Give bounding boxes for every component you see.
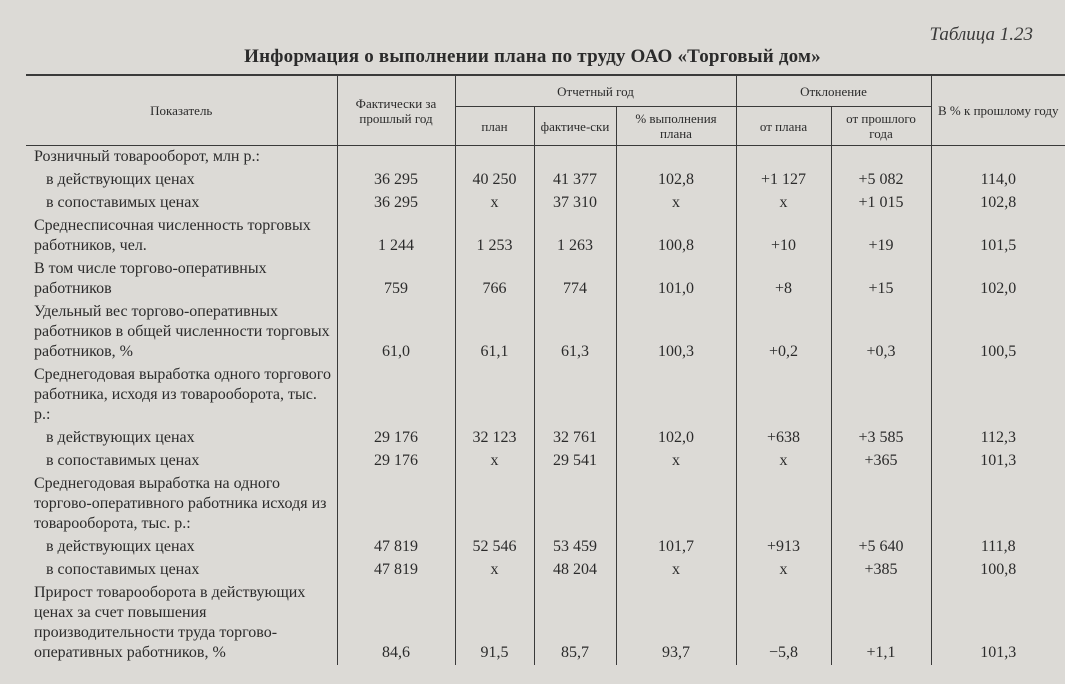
cell-prev-actual: 29 176 — [337, 427, 455, 450]
cell-plan: 52 546 — [455, 536, 534, 559]
row-label: в сопоставимых ценах — [46, 452, 200, 469]
table-row — [26, 536, 1065, 559]
cell-pct-prev: 100,8 — [931, 559, 1065, 582]
row-label: Розничный товарооборот, млн р.: — [34, 148, 260, 165]
table-row — [26, 192, 1065, 215]
cell-from-prev: +19 — [831, 215, 931, 258]
table-title: Информация о выполнении плана по труду ОАО «Торговый дом» — [244, 46, 821, 67]
cell-actual: 37 310 — [534, 192, 616, 215]
table-row — [26, 473, 1065, 536]
cell-plan: 61,1 — [455, 301, 534, 364]
cell-prev-actual — [337, 364, 455, 427]
cell-pct-prev: 101,3 — [931, 582, 1065, 665]
header-from-prev: от прошлого года — [831, 107, 931, 146]
cell-from-plan: +1 127 — [736, 169, 831, 192]
row-label: в сопоставимых ценах — [46, 561, 200, 578]
table-row — [26, 258, 1065, 301]
cell-plan: x — [455, 450, 534, 473]
cell-pct-prev: 101,3 — [931, 450, 1065, 473]
cell-pct-prev: 102,0 — [931, 258, 1065, 301]
row-label: в действующих ценах — [46, 429, 195, 446]
table-row — [26, 582, 1065, 665]
cell-pct-prev: 100,5 — [931, 301, 1065, 364]
row-label: Среднесписочная численность торговых работников, чел. — [34, 217, 311, 254]
cell-from-plan: x — [736, 559, 831, 582]
cell-plan: x — [455, 559, 534, 582]
cell-pct-plan: 102,8 — [616, 169, 736, 192]
cell-from-prev: +1,1 — [831, 582, 931, 665]
cell-pct-prev: 114,0 — [931, 169, 1065, 192]
cell-pct-plan: 101,7 — [616, 536, 736, 559]
cell-plan: 1 253 — [455, 215, 534, 258]
cell-actual: 85,7 — [534, 582, 616, 665]
cell-actual — [534, 473, 616, 536]
cell-actual: 1 263 — [534, 215, 616, 258]
cell-from-plan: +638 — [736, 427, 831, 450]
cell-pct-plan: x — [616, 192, 736, 215]
cell-actual: 61,3 — [534, 301, 616, 364]
cell-actual — [534, 364, 616, 427]
table-row — [26, 301, 1065, 364]
cell-pct-prev: 102,8 — [931, 192, 1065, 215]
cell-pct-prev — [931, 146, 1065, 170]
cell-pct-plan: x — [616, 450, 736, 473]
cell-plan: 40 250 — [455, 169, 534, 192]
cell-pct-prev — [931, 473, 1065, 536]
row-label: Удельный вес торгово-оперативных работников в общей численности торговых работников, % — [34, 303, 330, 360]
table-row — [26, 427, 1065, 450]
cell-plan — [455, 364, 534, 427]
cell-from-plan — [736, 146, 831, 170]
cell-from-prev: +5 640 — [831, 536, 931, 559]
cell-pct-prev: 101,5 — [931, 215, 1065, 258]
cell-pct-plan: x — [616, 559, 736, 582]
table-row — [26, 450, 1065, 473]
table-row — [26, 215, 1065, 258]
cell-from-plan: x — [736, 450, 831, 473]
cell-prev-actual: 47 819 — [337, 536, 455, 559]
cell-from-plan: +8 — [736, 258, 831, 301]
cell-plan — [455, 473, 534, 536]
header-actual: фактиче-ски — [534, 107, 616, 146]
cell-from-prev: +15 — [831, 258, 931, 301]
cell-pct-plan: 102,0 — [616, 427, 736, 450]
cell-pct-prev: 111,8 — [931, 536, 1065, 559]
header-pct-plan: % выполнения плана — [616, 107, 736, 146]
cell-pct-plan — [616, 146, 736, 170]
header-deviation: Отклонение — [736, 75, 931, 107]
row-label: в действующих ценах — [46, 538, 195, 555]
table-row — [26, 169, 1065, 192]
header-from-plan: от плана — [736, 107, 831, 146]
cell-prev-actual: 29 176 — [337, 450, 455, 473]
cell-from-prev — [831, 146, 931, 170]
cell-prev-actual — [337, 146, 455, 170]
cell-from-prev: +0,3 — [831, 301, 931, 364]
row-label: Среднегодовая выработка на одного торгово-оперативного работника исходя из товарооборота, тыс. р.: — [34, 475, 327, 532]
row-label: в действующих ценах — [46, 171, 195, 188]
header-indicator: Показатель — [26, 75, 337, 146]
cell-from-prev: +5 082 — [831, 169, 931, 192]
cell-actual: 41 377 — [534, 169, 616, 192]
header-plan: план — [455, 107, 534, 146]
table-row — [26, 364, 1065, 427]
header-prev-actual: Фактически за прошлый год — [337, 75, 455, 146]
cell-actual: 32 761 — [534, 427, 616, 450]
plan-labor-table — [26, 74, 1065, 665]
cell-prev-actual: 1 244 — [337, 215, 455, 258]
cell-from-prev — [831, 473, 931, 536]
cell-prev-actual: 36 295 — [337, 192, 455, 215]
cell-pct-prev — [931, 364, 1065, 427]
cell-from-plan: +10 — [736, 215, 831, 258]
cell-from-plan: +0,2 — [736, 301, 831, 364]
cell-from-plan: x — [736, 192, 831, 215]
cell-pct-prev: 112,3 — [931, 427, 1065, 450]
cell-from-prev: +385 — [831, 559, 931, 582]
cell-plan: 766 — [455, 258, 534, 301]
header-report-year: Отчетный год — [455, 75, 736, 107]
cell-from-prev: +3 585 — [831, 427, 931, 450]
cell-from-plan: +913 — [736, 536, 831, 559]
cell-plan: 32 123 — [455, 427, 534, 450]
cell-from-plan — [736, 364, 831, 427]
cell-actual: 774 — [534, 258, 616, 301]
cell-pct-plan: 100,8 — [616, 215, 736, 258]
cell-prev-actual — [337, 473, 455, 536]
cell-pct-plan: 101,0 — [616, 258, 736, 301]
cell-pct-plan — [616, 364, 736, 427]
cell-prev-actual: 61,0 — [337, 301, 455, 364]
cell-plan: x — [455, 192, 534, 215]
row-label: Среднегодовая выработка одного торгового работника, исходя из товарооборота, тыс. р.: — [34, 366, 331, 423]
cell-actual: 53 459 — [534, 536, 616, 559]
cell-pct-plan: 100,3 — [616, 301, 736, 364]
table-row — [26, 146, 1065, 170]
table-row — [26, 559, 1065, 582]
row-label: Прирост товарооборота в действующих ценах за счет повышения производительности труда торгово-оперативных работников, % — [34, 584, 306, 661]
cell-actual: 48 204 — [534, 559, 616, 582]
cell-from-plan — [736, 473, 831, 536]
cell-from-prev: +365 — [831, 450, 931, 473]
cell-from-plan: −5,8 — [736, 582, 831, 665]
cell-prev-actual: 47 819 — [337, 559, 455, 582]
table-body — [26, 146, 1065, 666]
row-label: В том числе торгово-оперативных работников — [34, 260, 267, 297]
cell-pct-plan: 93,7 — [616, 582, 736, 665]
cell-plan — [455, 146, 534, 170]
cell-prev-actual: 84,6 — [337, 582, 455, 665]
cell-plan: 91,5 — [455, 582, 534, 665]
table-header — [26, 75, 1065, 146]
table-number: Таблица 1.23 — [929, 24, 1033, 45]
cell-from-prev — [831, 364, 931, 427]
cell-prev-actual: 36 295 — [337, 169, 455, 192]
row-label: в сопоставимых ценах — [46, 194, 200, 211]
header-pct-prev: В % к прошлому году — [931, 75, 1065, 146]
cell-prev-actual: 759 — [337, 258, 455, 301]
cell-actual — [534, 146, 616, 170]
cell-from-prev: +1 015 — [831, 192, 931, 215]
cell-actual: 29 541 — [534, 450, 616, 473]
cell-pct-plan — [616, 473, 736, 536]
